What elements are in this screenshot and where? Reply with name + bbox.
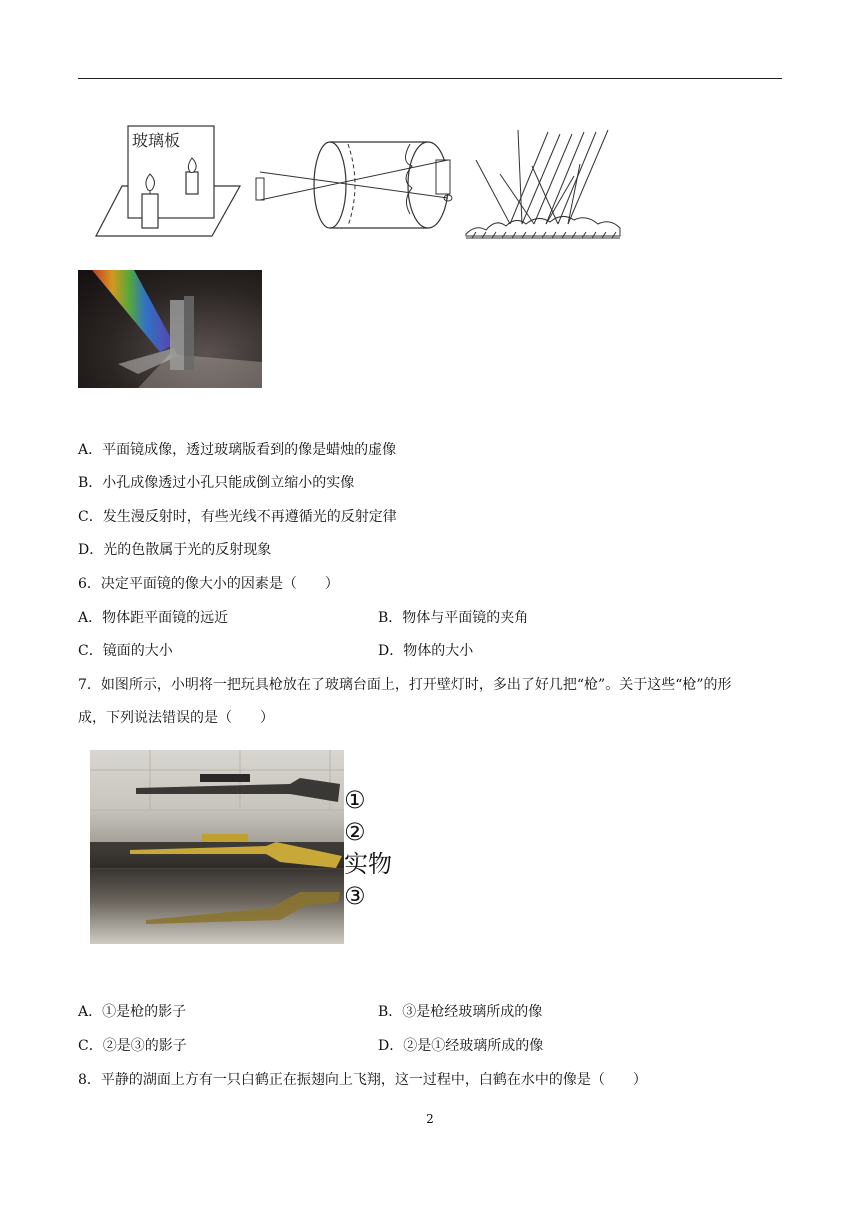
q5-option-a: [78, 440, 396, 460]
option-letter: A．: [78, 442, 103, 458]
gun-label-3: ③: [344, 882, 366, 910]
gun-label-2: ②: [344, 818, 366, 846]
q7-stem-line-2: 成，下列说法错误的是（ ）: [78, 710, 274, 726]
q7-options-row-1: [78, 1002, 782, 1022]
q7-options-row-2: [78, 1036, 782, 1056]
pinhole-camera-figure: [252, 136, 462, 236]
option-text: 光的色散属于光的反射现象: [103, 542, 272, 558]
option-letter: C．: [78, 509, 103, 525]
q7-option-a: A．①是枪的影子: [78, 1004, 187, 1020]
q8-stem: 8．平静的湖面上方有一只白鹤正在振翅向上飞翔，这一过程中，白鹤在水中的像是（ ）: [78, 1072, 647, 1088]
gun-label-real-object: 实物: [344, 850, 392, 878]
option-text: 发生漫反射时，有些光线不再遵循光的反射定律: [102, 509, 397, 525]
q6-options-row-2: [78, 641, 782, 661]
option-text: 平面镜成像，透过玻璃版看到的像是蜡烛的虚像: [102, 442, 397, 458]
q6-options-row-1: [78, 608, 782, 628]
q5-option-c: [78, 507, 397, 527]
diffuse-reflection-figure: [462, 124, 626, 242]
q7-option-b: B．③是枪经玻璃所成的像: [378, 1004, 543, 1020]
option-letter: D．: [78, 542, 104, 558]
header-rule: [78, 78, 782, 79]
q6-option-c: C．镜面的大小: [78, 643, 173, 659]
q7-option-d: D．②是①经玻璃所成的像: [378, 1038, 544, 1054]
q6-option-a: A．物体距平面镜的远近: [78, 610, 229, 626]
page-number: 2: [426, 1112, 434, 1126]
q7-stem-line-1: 7．如图所示，小明将一把玩具枪放在了玻璃台面上，打开壁灯时，多出了好几把“枪”。关于这些“枪”的形: [78, 677, 732, 693]
option-letter: B．: [78, 475, 103, 491]
prism-dispersion-photo: [78, 270, 262, 388]
q6-option-d: D．物体的大小: [378, 643, 474, 659]
plane-mirror-figure: [94, 124, 244, 242]
q6-stem: 6．决定平面镜的像大小的因素是（ ）: [78, 576, 339, 592]
option-text: 小孔成像透过小孔只能成倒立缩小的实像: [102, 475, 355, 491]
q6-option-b: B．物体与平面镜的夹角: [378, 610, 529, 626]
toy-gun-photo: [90, 750, 344, 944]
q5-option-d: [78, 540, 271, 560]
glass-plate-label: 玻璃板: [132, 131, 181, 150]
gun-label-1: ①: [344, 786, 366, 814]
q5-option-b: [78, 473, 354, 493]
q7-option-c: C．②是③的影子: [78, 1038, 187, 1054]
